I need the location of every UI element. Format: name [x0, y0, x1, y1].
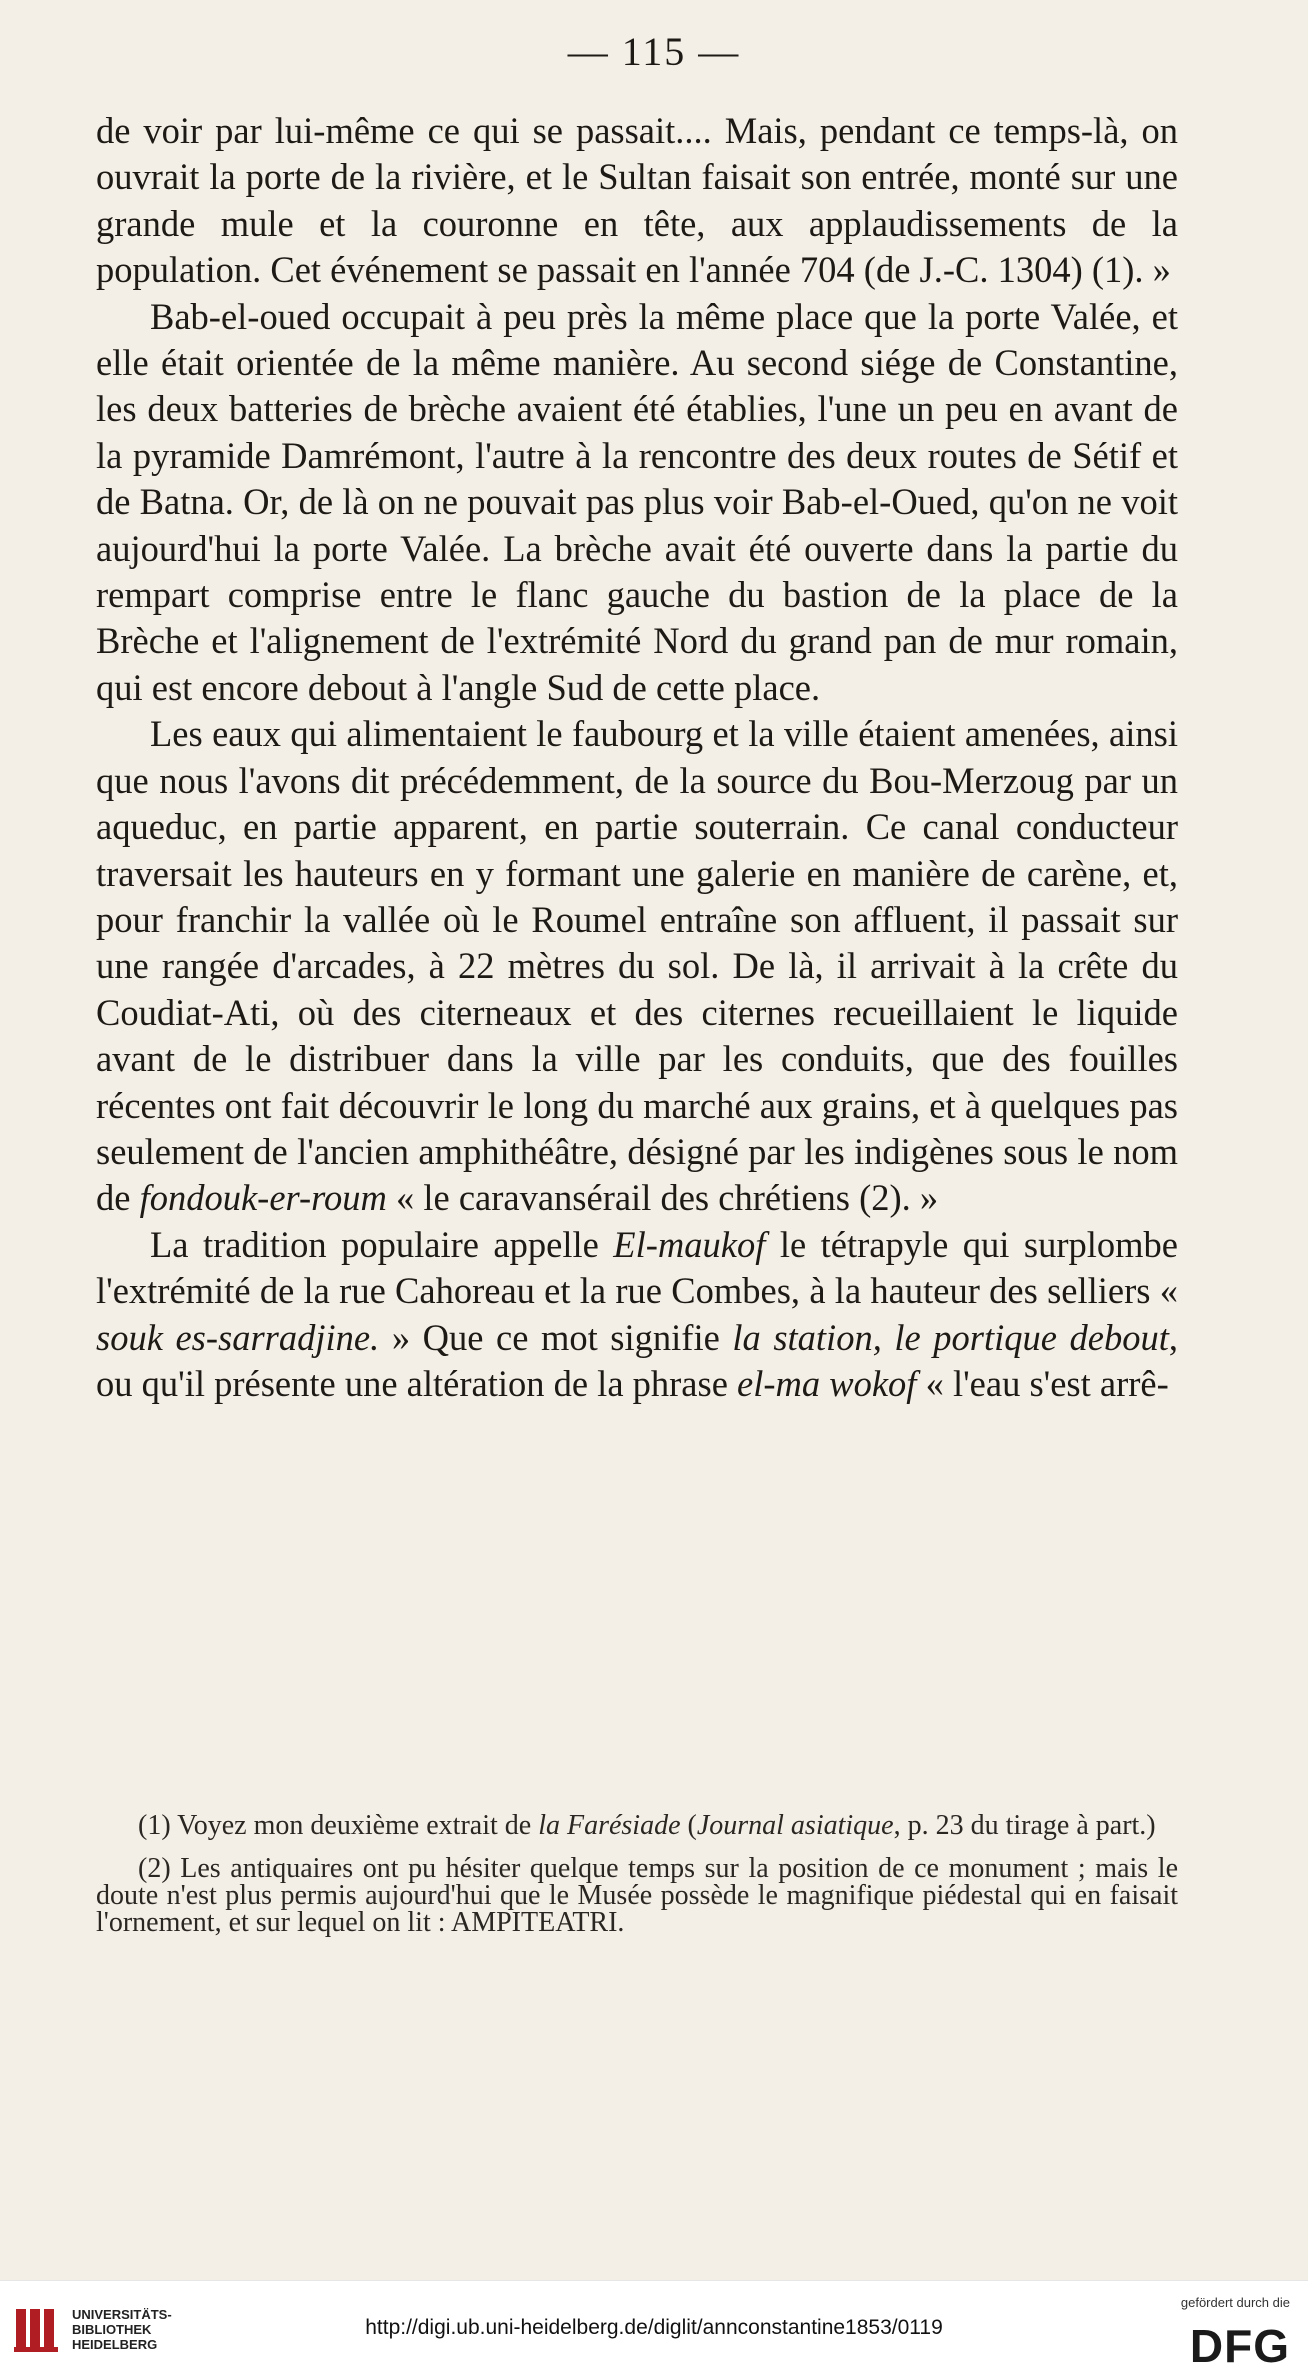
- paragraph-3: [96, 711, 1178, 1221]
- paragraph-text: » Que ce mot signifie: [379, 1316, 733, 1358]
- paragraph-1: [96, 108, 1178, 294]
- body-text: [96, 108, 1178, 1407]
- library-name-line-2: BIBLIOTHEK: [72, 2322, 152, 2337]
- footnote-text: , p. 23 du tirage à part.): [893, 1810, 1156, 1841]
- paragraph-text: de voir par lui-même ce qui se passait.... Mais, pendant ce temps-là, on ouvrait la porte de la rivière, et le Sultan faisait son entrée, monté sur une grande mule et la couronne en tête, aux applaudissements de la population. Cet événement se passait en l'année 704 (de J.-C. 1304) (1). »: [96, 110, 1178, 291]
- paragraph-text: Les eaux qui alimentaient le faubourg et la ville étaient amenées, ainsi que nous l'avons dit précédemment, de la source du Bou-Merzoug par un aqueduc, en partie apparent, en partie souterrain. Ce canal conducteur traversait les hauteurs en y formant une galerie en manière de carène, et, pour franchir la vallée où le Roumel entraîne son affluent, il passait sur une rangée d'arcades, à 22 mètres du sol. De là, il arrivait à la crête du Coudiat-Ati, où des citerneaux et des citernes recueillaient le liquide avant de le distribuer dans la ville par les conduits, que des fouilles récentes ont fait découvrir le long du marché aux grains, et à quelques pas seulement de l'ancien amphithéâtre, désigné par les indigènes sous le nom de: [96, 713, 1178, 1219]
- page-number-header: — 115 —: [567, 29, 741, 74]
- paragraph-italic-text: El-maukof: [613, 1223, 766, 1265]
- footnote-text: (1) Voyez mon deuxième extrait de: [138, 1810, 539, 1841]
- paragraph-italic-text: el-ma wokof: [737, 1362, 917, 1404]
- footnote-text: (: [680, 1810, 697, 1841]
- paragraph-text: , ou qu'il présente une altération de la phrase: [96, 1316, 1178, 1404]
- paragraph-text: La tradition populaire appelle: [150, 1223, 614, 1265]
- footnote-2: [96, 1855, 1178, 1936]
- paragraph-italic-text: souk es-sarradjine.: [96, 1316, 380, 1358]
- paragraph-4: [96, 1222, 1178, 1408]
- paragraph-2: [96, 294, 1178, 712]
- permalink-url[interactable]: http://digi.ub.uni-heidelberg.de/diglit/annconstantine1853/0119: [365, 2316, 943, 2339]
- dfg-logo-icon[interactable]: DFG: [1189, 2320, 1290, 2372]
- footnotes: [96, 1812, 1178, 1952]
- footnote-1: [96, 1812, 1178, 1839]
- footnote-italic-text: Journal asiatique: [696, 1810, 894, 1841]
- paragraph-text: « le caravansérail des chrétiens (2). »: [386, 1177, 939, 1219]
- paragraph-text: le tétrapyle qui surplombe l'extrémité de la rue Cahoreau et la rue Combes, à la hauteur des selliers «: [96, 1223, 1178, 1312]
- viewer-footer: [0, 2280, 1308, 2376]
- library-name-line-1: UNIVERSITÄTS-: [72, 2307, 172, 2322]
- library-name-line-3: HEIDELBERG: [72, 2337, 158, 2352]
- footnote-text: (2) Les antiquaires ont pu hésiter quelque temps sur la position de ce monument ; mais le doute n'est plus permis aujourd'hui que le Musée possède le magnifique piédestal qui en faisait l'ornement, et sur lequel on lit : AMPITEATRI.: [96, 1853, 1178, 1938]
- paragraph-text: « l'eau s'est arrê-: [916, 1362, 1169, 1404]
- footnote-italic-text: la Farésiade: [538, 1810, 681, 1841]
- paragraph-italic-text: fondouk-er-roum: [139, 1177, 387, 1219]
- paragraph-italic-text: la station, le portique debout: [732, 1316, 1169, 1358]
- funding-label: gefördert durch die: [1180, 2295, 1290, 2310]
- paragraph-text: Bab-el-oued occupait à peu près la même place que la porte Valée, et elle était orientée de la même manière. Au second siége de Constantine, les deux batteries de brèche avaient été établies, l'une un peu en avant de la pyramide Damrémont, l'autre à la rencontre des deux routes de Sétif et de Batna. Or, de là on ne pouvait pas plus voir Bab-el-Oued, qu'on ne voit aujourd'hui la porte Valée. La brèche avait été ouverte dans la partie du rempart comprise entre le flanc gauche du bastion de la place de la Brèche et l'alignement de l'extrémité Nord du grand pan de mur romain, qui est encore debout à l'angle Sud de cette place.: [96, 295, 1178, 708]
